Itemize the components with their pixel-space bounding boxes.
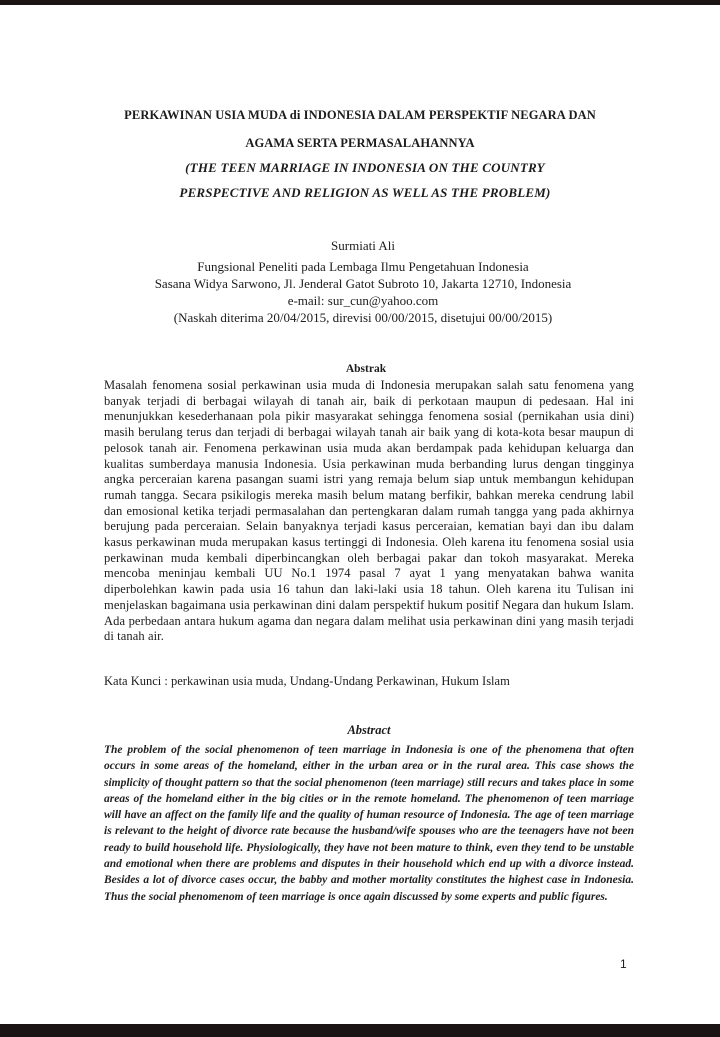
author-address: Sasana Widya Sarwono, Jl. Jenderal Gatot Subroto 10, Jakarta 12710, Indonesia bbox=[154, 276, 572, 291]
manuscript-dates: (Naskah diterima 20/04/2015, direvisi 00/00/2015, disetujui 00/00/2015) bbox=[173, 310, 553, 325]
title-indonesian-line-2: AGAMA SERTA PERMASALAHANNYA bbox=[245, 136, 475, 150]
abstract-heading: Abstract bbox=[347, 723, 391, 737]
author-name: Surmiati Ali bbox=[331, 238, 395, 253]
author-email: e-mail: sur_cun@yahoo.com bbox=[287, 293, 439, 308]
title-english-line-2: PERSPECTIVE AND RELIGION AS WELL AS THE PROBLEM) bbox=[179, 185, 551, 200]
abstrak-body: Masalah fenomena sosial perkawinan usia muda di Indonesia merupakan salah satu fenomena yang banyak terjadi di berbagai wilayah di tanah air, baik di perkotaan maupun di pedesaan. Hal ini menunjukkan kesederhanaan pola pikir masyarakat sehingga fenomena sosial (pernikahan usia dini) masih berulang terus dan terjadi di berbagai wilayah tanah air baik yang di kota-kota besar maupun di pelosok tanah air. Fenomena perkawinan usia muda akan berdampak pada kehidupan keluarga dan kualitas sumberdaya manusia Indonesia. Usia perkawinan muda berbanding lurus dengan tingginya angka perceraian karena pasangan suami istri yang remaja belum siap untuk membangun kehidupan rumah tangga. Secara psikilogis mereka masih belum matang berfikir, bahkan mereka cendrung labil dan emosional ketika terjadi permasalahan dan pertengkaran dalam rumah tangga yang pada akhirnya berujung pada perceraian. Selain banyaknya terjadi kasus perceraian, kematian bayi dan ibu dalam kasus perkawinan muda merupakan kasus tertinggi di Indonesia. Oleh karena itu fenomena sosial usia perkawinan muda kembali diperbincangkan oleh berbagai pakar dan tokoh masyarakat. Mereka mencoba meninjau kembali UU No.1 1974 pasal 7 ayat 1 yang menyatakan bahwa wanita diperbolehkan kawin pada usia 16 tahun dan laki-laki usia 18 tahun. Oleh karena itu Tulisan ini menjelaskan bagaimana usia perkawinan dini dalam perspektif hukum positif Negara dan hukum Islam. Ada perbedaan antara hukum agama dan negara dalam melihat usia perkawinan dini yang masih terjadi di tanah air. bbox=[104, 378, 634, 644]
author-affiliation: Fungsional Peneliti pada Lembaga Ilmu Pengetahuan Indonesia bbox=[197, 259, 529, 274]
page-number: 1 bbox=[620, 957, 627, 971]
abstrak-heading: Abstrak bbox=[345, 363, 387, 375]
title-english-line-1: (THE TEEN MARRIAGE IN INDONESIA ON THE COUNTRY bbox=[185, 160, 545, 175]
document-page bbox=[0, 5, 720, 1024]
abstract-body: The problem of the social phenomenon of teen marriage in Indonesia is one of the phenomena that often occurs in some areas of the homeland, either in the urban area or in the rural area. This case shows the simplicity of thought pattern so that the social phenomenon (teen marriage) still recurs and takes place in some areas of the homeland either in the big cities or in the remote homeland. The phenomenon of teen marriage will have an affect on the family life and the quality of human resource of Indonesia. The age of teen marriage is relevant to the height of divorce rate because the husband/wife spouses who are the teenagers have not been ready to build household life. Physiologically, they have not been mature to think, even they tend to be unstable and emotional when there are problems and disputes in their household which end up with a divorce instead. Besides a lot of divorce cases occur, the babby and mother mortality constitutes the highest case in Indonesia. Thus the social phenomenom of teen marriage is once again discussed by some experts and public figures. bbox=[104, 744, 634, 903]
title-indonesian-line-1: PERKAWINAN USIA MUDA di INDONESIA DALAM PERSPEKTIF NEGARA DAN bbox=[124, 108, 596, 122]
keywords: Kata Kunci : perkawinan usia muda, Undang-Undang Perkawinan, Hukum Islam bbox=[104, 674, 510, 688]
